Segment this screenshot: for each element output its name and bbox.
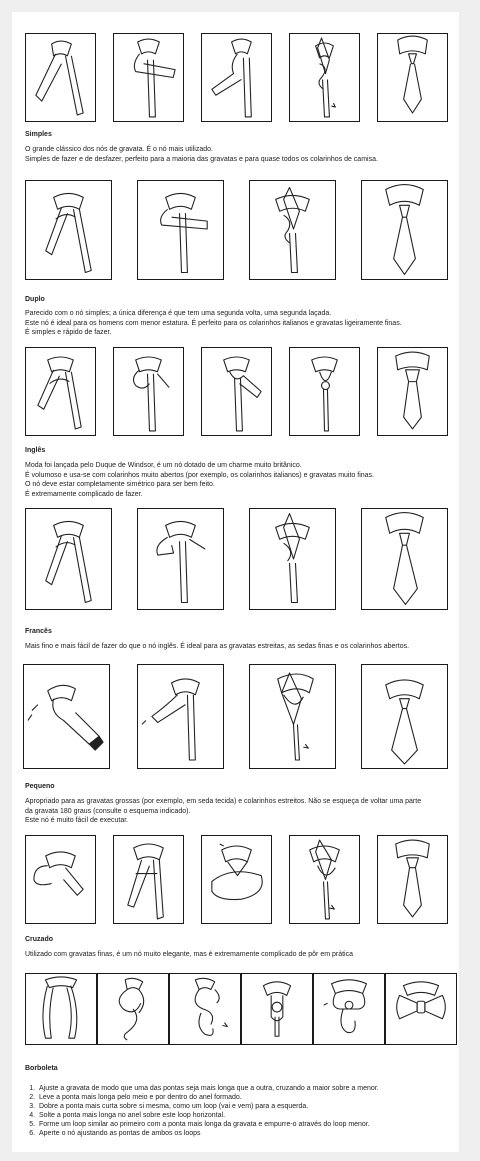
step-illustration	[25, 973, 97, 1045]
description-line: O nó deve estar completamente simétrico para ser bem feito.	[25, 481, 215, 488]
step-illustration	[289, 33, 360, 122]
description-line: É simples e rápido de fazer.	[25, 329, 112, 336]
description-line: Apropriado para as gravatas grossas (por exemplo, em seda tecida) e colarinhos estreitos. Não se esqueça de voltar uma parte	[25, 798, 422, 805]
knot-steps	[25, 1084, 450, 1138]
step-illustration	[377, 835, 448, 924]
description-line: Simples de fazer e de desfazer, perfeito para a maioria das gravatas e para quase todos os colarinhos de camisa.	[25, 155, 378, 163]
illustration-row-simples	[12, 32, 459, 132]
knot-title: Borboleta	[25, 1065, 58, 1072]
description-line: Este nó é muito fácil de executar.	[25, 817, 129, 824]
step-illustration	[137, 180, 224, 280]
step-illustration	[25, 180, 112, 280]
step-illustration	[201, 33, 272, 122]
step-illustration	[289, 835, 360, 924]
step-illustration	[361, 664, 448, 769]
step-illustration	[377, 347, 448, 436]
step-illustration	[249, 180, 336, 280]
knot-description	[25, 797, 450, 826]
knot-description	[25, 642, 450, 652]
step-illustration	[361, 508, 448, 610]
description-line: Moda foi lançada pelo Duque de Windsor, é um nó dotado de um charme muito britânico.	[25, 462, 302, 469]
knot-title: Duplo	[25, 296, 45, 303]
knot-title: Inglês	[25, 447, 46, 454]
description-line: Parecido com o nó simples; a única diferença é que tem uma segunda volta, uma segunda laçada.	[25, 310, 332, 317]
step-illustration	[201, 835, 272, 924]
description-line: O grande clássico dos nós de gravata. É o nó mais utilizado.	[25, 146, 213, 153]
step-illustration	[113, 835, 184, 924]
step-item: 3. Dobre a ponta mais curta sobre si mesma, como um loop (vai e vem) para a esquerda.	[37, 1102, 450, 1111]
step-illustration	[25, 835, 96, 924]
step-illustration	[113, 347, 184, 436]
illustration-row-pequeno	[12, 664, 459, 774]
step-illustration	[169, 973, 241, 1045]
knot-title: Simples	[25, 131, 52, 138]
illustration-row-frances	[12, 508, 459, 618]
step-illustration	[25, 347, 96, 436]
knot-title: Francês	[25, 628, 52, 635]
step-illustration	[25, 33, 96, 122]
step-illustration	[249, 664, 336, 769]
step-illustration	[313, 973, 385, 1045]
step-illustration	[385, 973, 457, 1045]
step-illustration	[361, 180, 448, 280]
step-illustration	[23, 664, 110, 769]
step-illustration	[201, 347, 272, 436]
step-illustration	[137, 664, 224, 769]
step-illustration	[97, 973, 169, 1045]
step-illustration	[377, 33, 448, 122]
tie-knot-guide	[12, 12, 459, 1152]
step-illustration	[137, 508, 224, 610]
knot-title: Pequeno	[25, 783, 55, 790]
description-line: da gravata 180 graus (consulte o esquema indicado).	[25, 807, 191, 815]
step-illustration	[289, 347, 360, 436]
knot-description	[25, 309, 450, 338]
step-item: 4. Solte a ponta mais longa no anel sobre este loop horizontal.	[37, 1111, 450, 1120]
knot-description	[25, 461, 450, 499]
knot-title: Cruzado	[25, 936, 53, 943]
illustration-row-duplo	[12, 180, 459, 290]
knot-description	[25, 145, 450, 164]
step-item: 2. Leve a ponta mais longa pelo meio e por dentro do anel formado.	[37, 1093, 450, 1102]
illustration-row-borboleta	[12, 973, 459, 1053]
step-illustration	[25, 508, 112, 610]
step-illustration	[241, 973, 313, 1045]
knot-description	[25, 950, 450, 960]
step-item: 5. Forme um loop similar ao primeiro com a ponta mais longa da gravata e empurre-o através do loop menor.	[37, 1120, 450, 1129]
step-item: 1. Ajuste a gravata de modo que uma das pontas seja mais longa que a outra, cruzando a maior sobre a menor.	[37, 1084, 450, 1093]
description-line: Este nó é ideal para os homens com menor estatura. É perfeito para os colarinhos italianos e gravatas ligeiramente finas.	[25, 319, 402, 327]
step-illustration	[249, 508, 336, 610]
description-line: Mais fino e mais fácil de fazer do que o nó inglês. É ideal para as gravatas estreitas, as sedas finas e os colarinhos abertos.	[25, 643, 410, 650]
step-item: 6. Aperte o nó ajustando as pontas de ambos os loops	[37, 1129, 450, 1138]
description-line: É volumoso e usa-se com colarinhos muito abertos (por exemplo, os colarinhos italianos) e gravatas muito finas.	[25, 471, 374, 479]
description-line: Utilizado com gravatas finas, é um nó muito elegante, mas é extremamente complicado de pôr em prática	[25, 951, 353, 958]
illustration-row-ingles	[12, 347, 459, 447]
description-line: É extremamente complicado de fazer.	[25, 490, 143, 498]
step-illustration	[113, 33, 184, 122]
illustration-row-cruzado	[12, 835, 459, 931]
